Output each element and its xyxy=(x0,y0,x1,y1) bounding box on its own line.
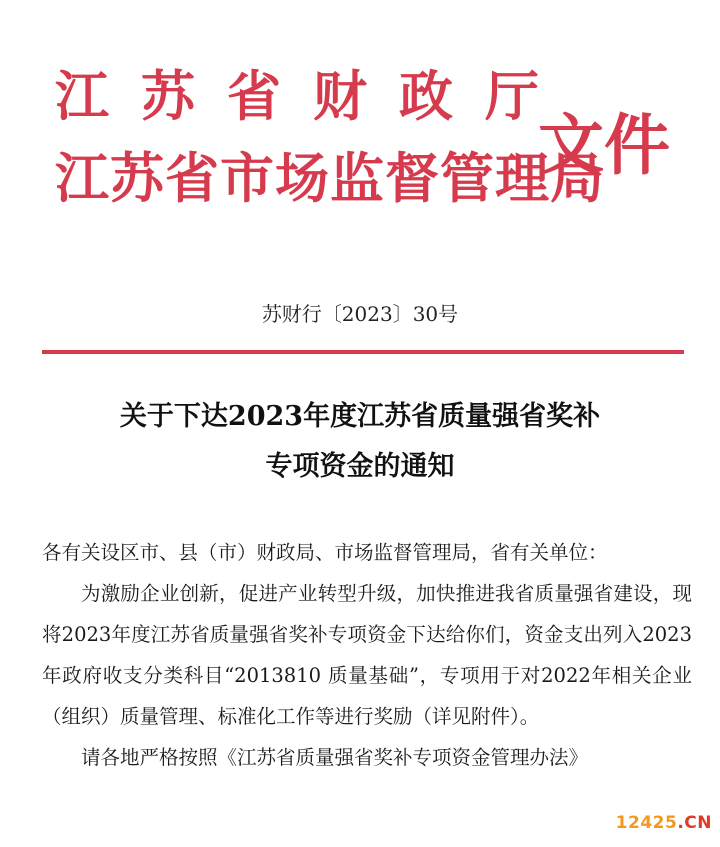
document-number: 苏财行〔2023〕30号 xyxy=(261,302,459,326)
document-body xyxy=(42,532,692,778)
watermark-dot: . xyxy=(677,813,685,833)
issuer-finance-department: 江苏省财政厅 xyxy=(55,65,571,128)
watermark-number: 12425 xyxy=(615,813,678,833)
document-suffix: 文件 xyxy=(538,107,670,184)
body-paragraph-2: 请各地严格按照《江苏省质量强省奖补专项资金管理办法》 xyxy=(81,746,589,769)
red-divider xyxy=(42,350,684,354)
title-line-2: 专项资金的通知 xyxy=(265,451,455,482)
salutation: 各有关设区市、县（市）财政局、市场监督管理局，省有关单位： xyxy=(42,541,608,564)
issuer-block xyxy=(55,62,605,220)
body-paragraph-1: 为激励企业创新，促进产业转型升级，加快推进我省质量强省建设，现将2023年度江苏省质量强省奖补专项资金下达给你们，资金支出列入2023年政府收支分类科目“2013810 质量基础”，专项用于对2022年相关企业（组织）质量管理、标准化工作等进行奖励（详见附件）。 xyxy=(42,582,692,728)
document-title xyxy=(0,392,720,492)
site-watermark xyxy=(616,813,712,833)
title-line-1: 关于下达2023年度江苏省质量强省奖补 xyxy=(119,401,601,432)
issuer-market-regulation-bureau: 江苏省市场监督管理局 xyxy=(55,147,605,210)
watermark-domain: CN xyxy=(684,813,712,833)
